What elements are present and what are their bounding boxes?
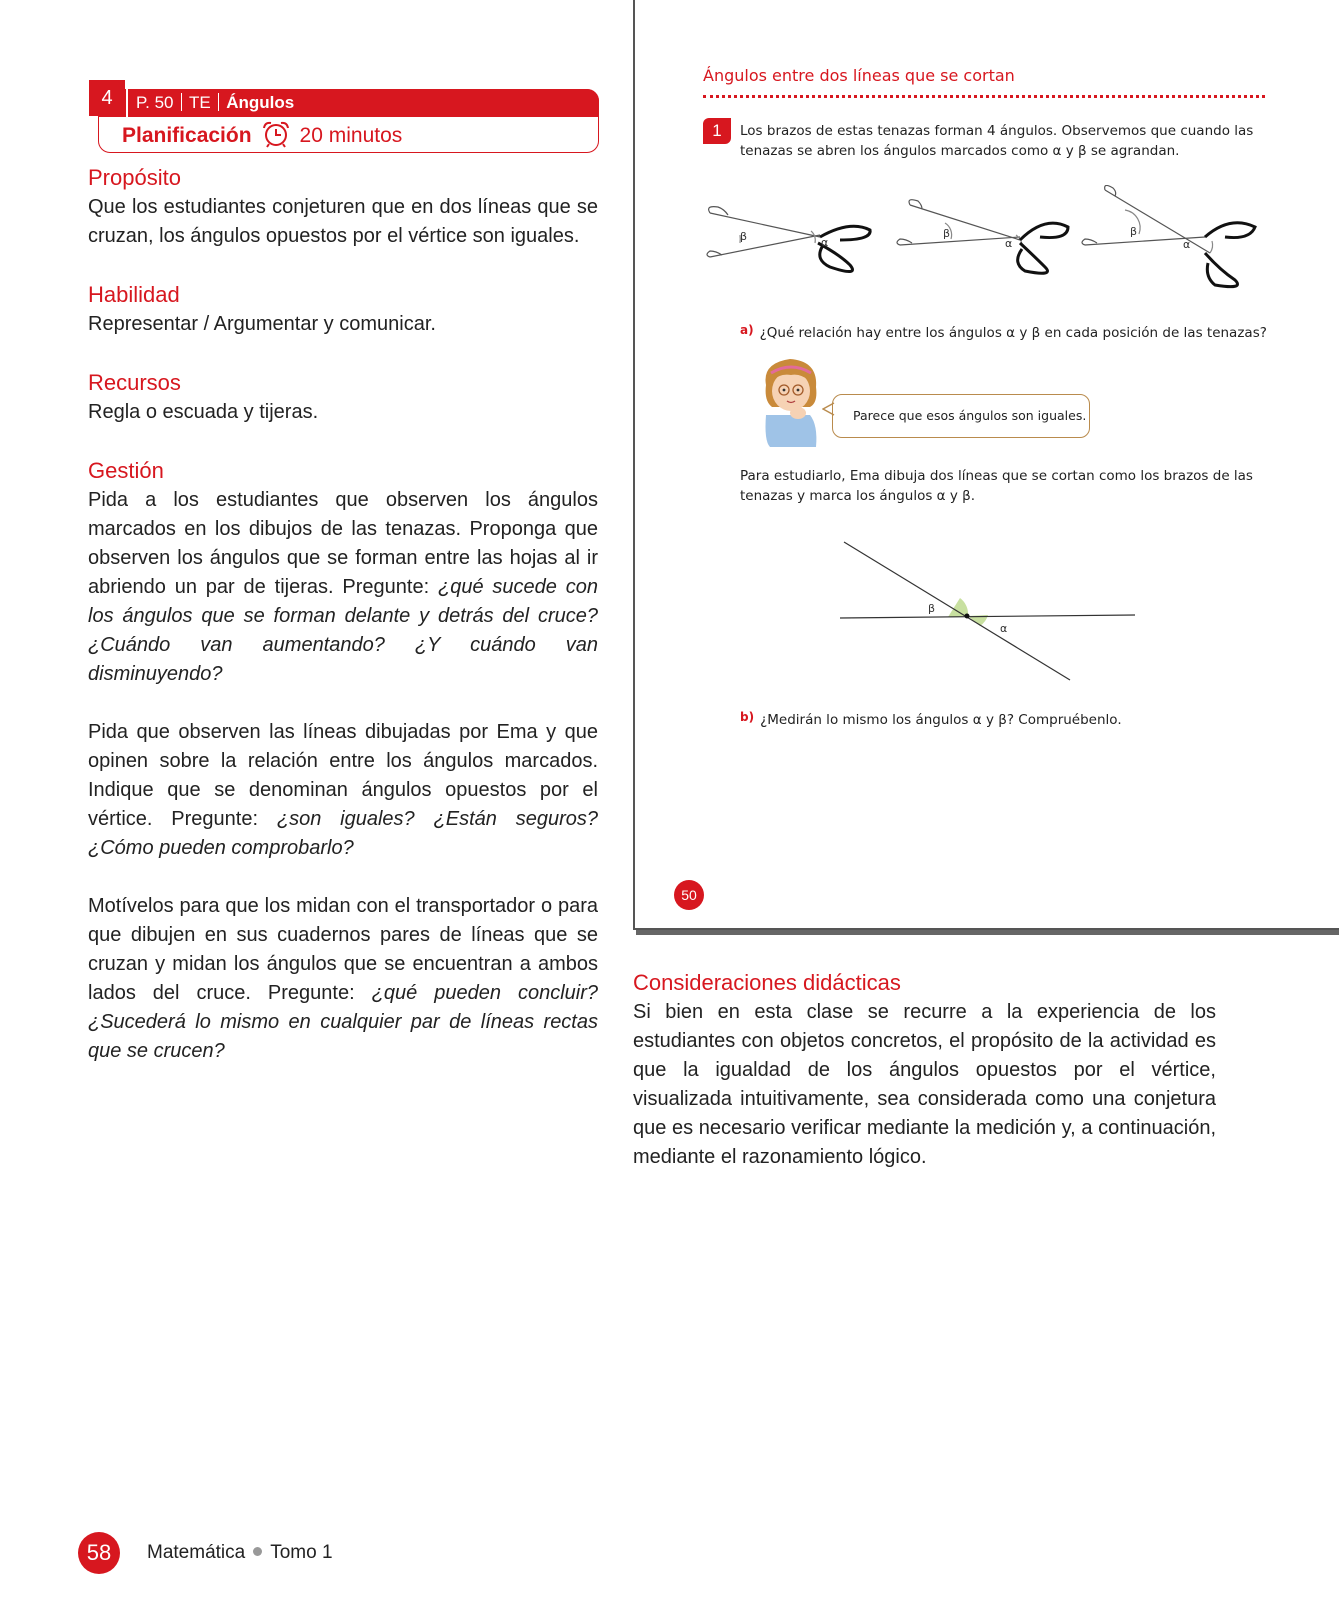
pliers1-alpha: α [821,236,829,249]
gestion-p2-text: Pida que observen las líneas dibujadas por Ema y que opinen sobre la relación entre los ángulos marcados. Indique que se denominan ángulos opuestos por el vértice. Pregunte: [88,721,598,830]
student-page-number: 50 [674,880,704,910]
duration: 20 minutos [299,124,403,147]
pliers3-alpha: α [1183,238,1191,251]
pliers2-beta: β [943,227,951,240]
proposito-text: Que los estudiantes conjeturen que en dos líneas que se cruzan, los ángulos opuestos por el vértice son iguales. [88,196,598,247]
speech-bubble: Parece que esos ángulos son iguales. [832,394,1090,438]
gestion-paragraph-1 [88,486,598,689]
section-title: Ángulos entre dos líneas que se cortan [703,66,1015,85]
pliers3-beta: β [1130,225,1138,238]
vertex-point [965,614,970,619]
considerations-title: Consideraciones didácticas [633,970,901,995]
dotted-divider [703,95,1265,98]
habilidad-title: Habilidad [88,282,180,307]
gestion-paragraph-2 [88,718,598,863]
pliers2-alpha: α [1005,237,1013,250]
gestion-p3-text: Motívelos para que los midan con el transportador o para que dibujen en sus cuadernos pares de líneas que se cruzan y midan los ángulos que se encuentran a ambos lados del cruce. Pregunte: [88,895,598,1004]
unit-number: 4 [89,80,125,116]
gestion-paragraph-3 [88,892,598,1066]
ema-illustration [760,355,822,447]
question-number: 1 [703,118,731,144]
gestion-p2-question: ¿son iguales? ¿Están seguros? ¿Cómo pueden comprobarlo? [88,808,598,859]
question-b-text: ¿Medirán lo mismo los ángulos α y β? Compruébenlo. [760,712,1122,728]
topic-title: Ángulos [226,93,295,112]
footer-subject: Matemática [147,1542,246,1563]
pliers-half-open [897,200,1068,274]
planning-line [122,120,402,152]
habilidad-text: Representar / Argumentar y comunicar. [88,313,436,335]
recursos-title: Recursos [88,370,181,395]
pliers-closed [707,207,870,272]
pliers1-beta: β [740,230,748,243]
alarm-clock-icon [260,120,292,148]
question-a-letter: a) [740,323,754,337]
gestion-title: Gestión [88,458,164,483]
intersecting-lines-figure [830,530,1150,690]
question-b-letter: b) [740,710,755,724]
question-a [740,320,1280,343]
gestion-p1-text: Pida a los estudiantes que observen los ángulos marcados en los dibujos de las tenazas. Proponga que observen los ángulos que se forman entre las hojas al ir abriendo un par de tijeras. Pregunte: [88,489,598,598]
question-text: Los brazos de estas tenazas forman 4 ángulos. Observemos que cuando las tenazas se abren los ángulos marcados como α y β se agrandan. [740,123,1254,159]
book-code: TE [189,93,211,112]
pliers-illustrations [700,185,1270,300]
left-column [88,163,598,1066]
footer-volume: Tomo 1 [270,1542,333,1563]
figure-alpha: α [1000,622,1008,635]
proposito-title: Propósito [88,165,181,190]
pliers-open [1082,185,1255,286]
figure-beta: β [928,602,936,615]
diagonal-line [844,542,1070,680]
gestion-p3-question: ¿qué pueden concluir? ¿Sucederá lo mismo en cualquier par de líneas rectas que se crucen? [88,982,598,1062]
header-text [136,89,294,117]
question-a-text: ¿Qué relación hay entre los ángulos α y β en cada posición de las tenazas? [759,325,1267,341]
footer-page-number: 58 [78,1532,120,1574]
planning-label: Planificación [122,124,252,147]
header-divider [126,89,128,117]
didactic-considerations [633,968,1216,1172]
gestion-p1-question: ¿qué sucede con los ángulos que se forman delante y detrás del cruce? ¿Cuándo van aumentando? ¿Y cuándo van disminuyendo? [88,576,599,685]
ema-paragraph: Para estudiarlo, Ema dibuja dos líneas que se cortan como los brazos de las tenazas y marca los ángulos α y β. [740,468,1253,504]
footer-text [147,1540,333,1566]
recursos-text: Regla o escuada y tijeras. [88,401,319,423]
footer-bullet [253,1547,262,1556]
page-ref: P. 50 [136,93,174,112]
question-b [740,707,1122,730]
considerations-text: Si bien en esta clase se recurre a la experiencia de los estudiantes con objetos concretos, el propósito de la actividad es que la igualdad de los ángulos opuestos por el vértice, visualizada intuitivamente, sea considerada como una conjetura que es necesario verificar mediante la medición y, a continuación, mediante el razonamiento lógico. [633,1001,1216,1168]
